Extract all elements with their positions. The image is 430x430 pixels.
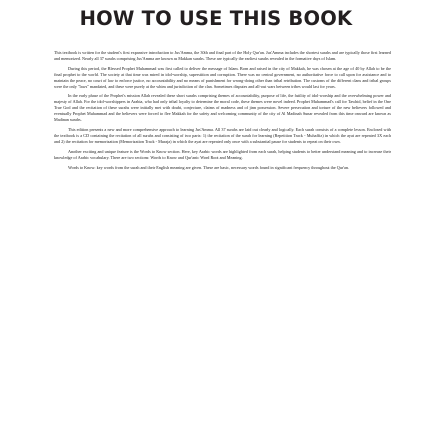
body-paragraph: In the early phase of the Prophet's mission Allah revealed these short surahs comprising themes of accountability, purpose of life, the futility of idol-worship and the overwhelming power and majesty of Allah. For the idol-worshippers in Arabia, who had only tribal loyalty to determine the moral code, these themes were novel indeed. Prophet Muhammad's call for Tawhid, belief in the One True God and the recitation of these surahs were initially met with doubt, conjecture, claims of madness and of jinn possession. Severe persecution and torture of the new believers followed and eventually Prophet Muhammad and the believers were forced to flee Makkah for the safety and welcoming community of the city of Al Madinah Sunar revealed from this time onward are known as Madinan surahs.	[54, 93, 391, 123]
body-paragraph: During this period, the Blessed Prophet Muhammad was first called to deliver the message of Islam. Born and raised in the city of Makkah, he was chosen at the age of 40 by Allah to be the final prophet to the world. The society at that time was mired in idol-worship, superstition and corruption. There was no central government, no authoritative force to call upon for assistance and to maintain the peace, no court of law to enforce justice, no accountability and no means of punishment for wrong-doing other than tribal retribution. The customs of the different clans and tribal groups were the only "laws" mandated, and these were purely at the whim and jurisdiction of the clan. Sometimes disputes and all-out wars between tribes would last for years.	[54, 65, 391, 89]
title-how-to-use: HOW TO USE	[79, 7, 230, 30]
title-this-book: THIS BOOK	[229, 7, 353, 30]
page-title	[30, 4, 402, 34]
body-paragraph: This edition presents a new and more comprehensive approach to learning Jus'Amma. All 37 surahs are laid out clearly and logically. Each surah consists of a complete lesson. Enclosed with the textbook is a CD containing the recitation of all surahs and consisting of two parts: 1) the recitation of the surah for learning (Repetition Track - Muhaffiz) in which the ayat are repeated 3X each and 2) the recitation for memorization (Memorization Track - Muraja) in which the ayat are repeated only once with a substantial pause for students to repeat on their own.	[54, 126, 391, 144]
body-paragraph: Words to Know: key words from the surah and their English meaning are given. These are basic, necessary words found in significant frequency throughout the Qur'an.	[68, 164, 350, 170]
body-paragraph: Another exciting and unique feature is the Words to Know section. Here, key Arabic words are highlighted from each surah, helping students to better understand meaning and to increase their knowledge of Arabic vocabulary. There are two sections: Words to Know and Qur'anic Word Root and Meaning.	[54, 148, 391, 160]
body-paragraph: This textbook is written for the student's first expansive introduction to Jus'Amma, the 30th and final part of the Holy Qur'an. Jus'Amma includes the shortest surahs and are typically those first learned and memorized. Nearly all 37 surahs comprising Jus'Amma are known as Makkan surahs. These are typically the earliest surahs revealed in the formative days of Islam.	[54, 50, 391, 61]
page-body	[54, 50, 391, 424]
